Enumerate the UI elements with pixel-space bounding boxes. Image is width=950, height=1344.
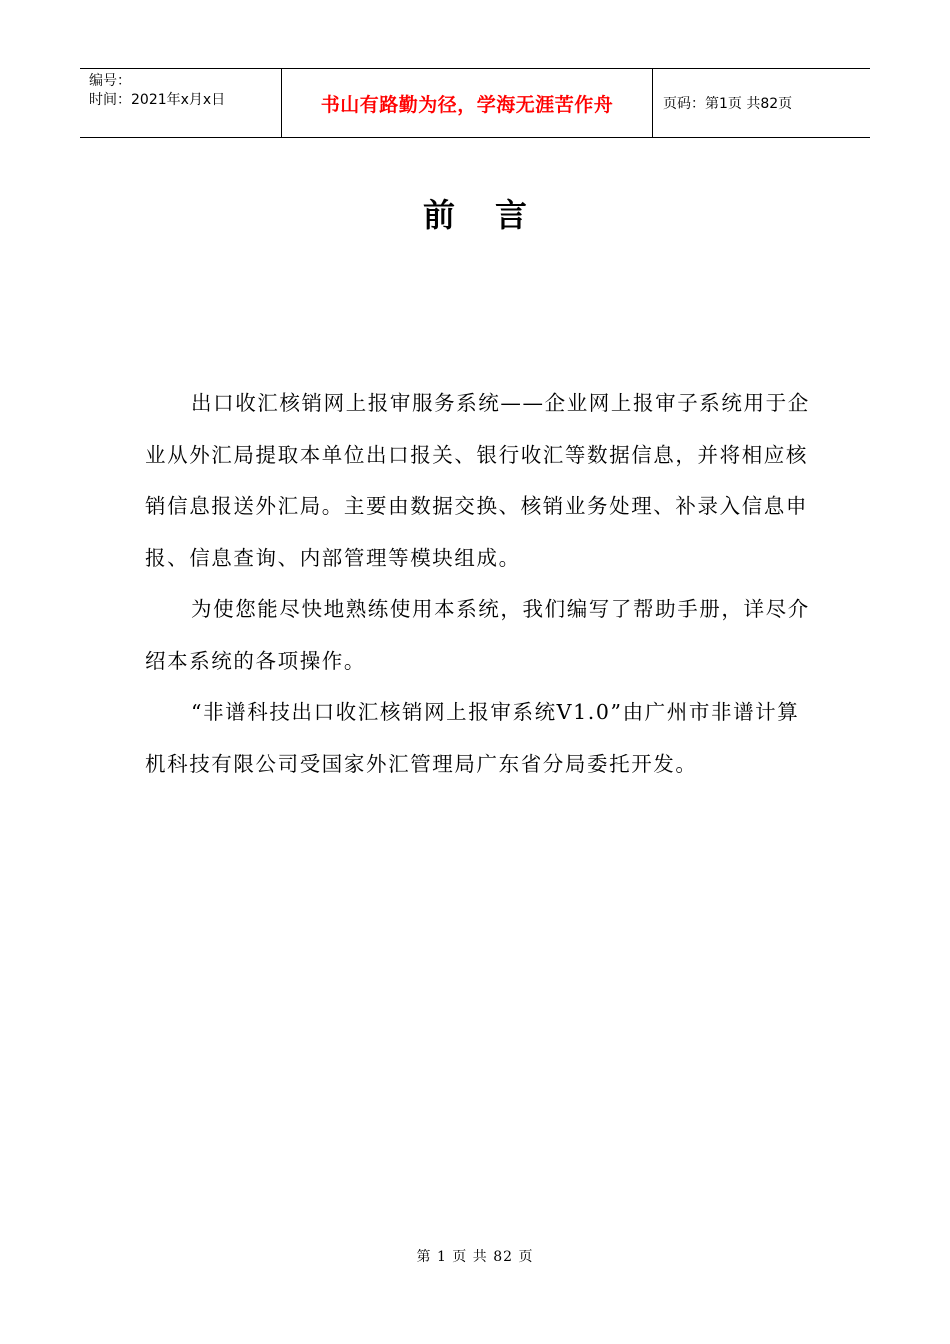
body-paragraph: 为使您能尽快地熟练使用本系统，我们编写了帮助手册，详尽介绍本系统的各项操作。 (145, 597, 810, 673)
body-paragraph: “非谱科技出口收汇核销网上报审系统V1.0”由广州市非谱计算机科技有限公司受国家外汇管理局广东省分局委托开发。 (145, 700, 800, 776)
document-title: 前言 (422, 196, 567, 234)
header-page-info: 页码：第1页 共82页 (663, 96, 793, 112)
header-motto: 书山有路勤为径，学海无涯苦作舟 (320, 93, 614, 116)
document-body (145, 378, 810, 790)
header-page-cell (653, 69, 870, 137)
header-motto-cell (281, 69, 653, 137)
document-time-label: 时间：2021年x月x日 (89, 92, 226, 108)
body-paragraph: 出口收汇核销网上报审服务系统——企业网上报审子系统用于企业从外汇局提取本单位出口报关、银行收汇等数据信息，并将相应核销信息报送外汇局。主要由数据交换、核销业务处理、补录入信息申报、信息查询、内部管理等模块组成。 (145, 391, 810, 570)
document-number-label: 编号： (89, 73, 131, 89)
page-header (80, 68, 870, 138)
page-footer: 第 1 页 共 82 页 (416, 1249, 534, 1265)
header-meta-cell (80, 69, 281, 137)
